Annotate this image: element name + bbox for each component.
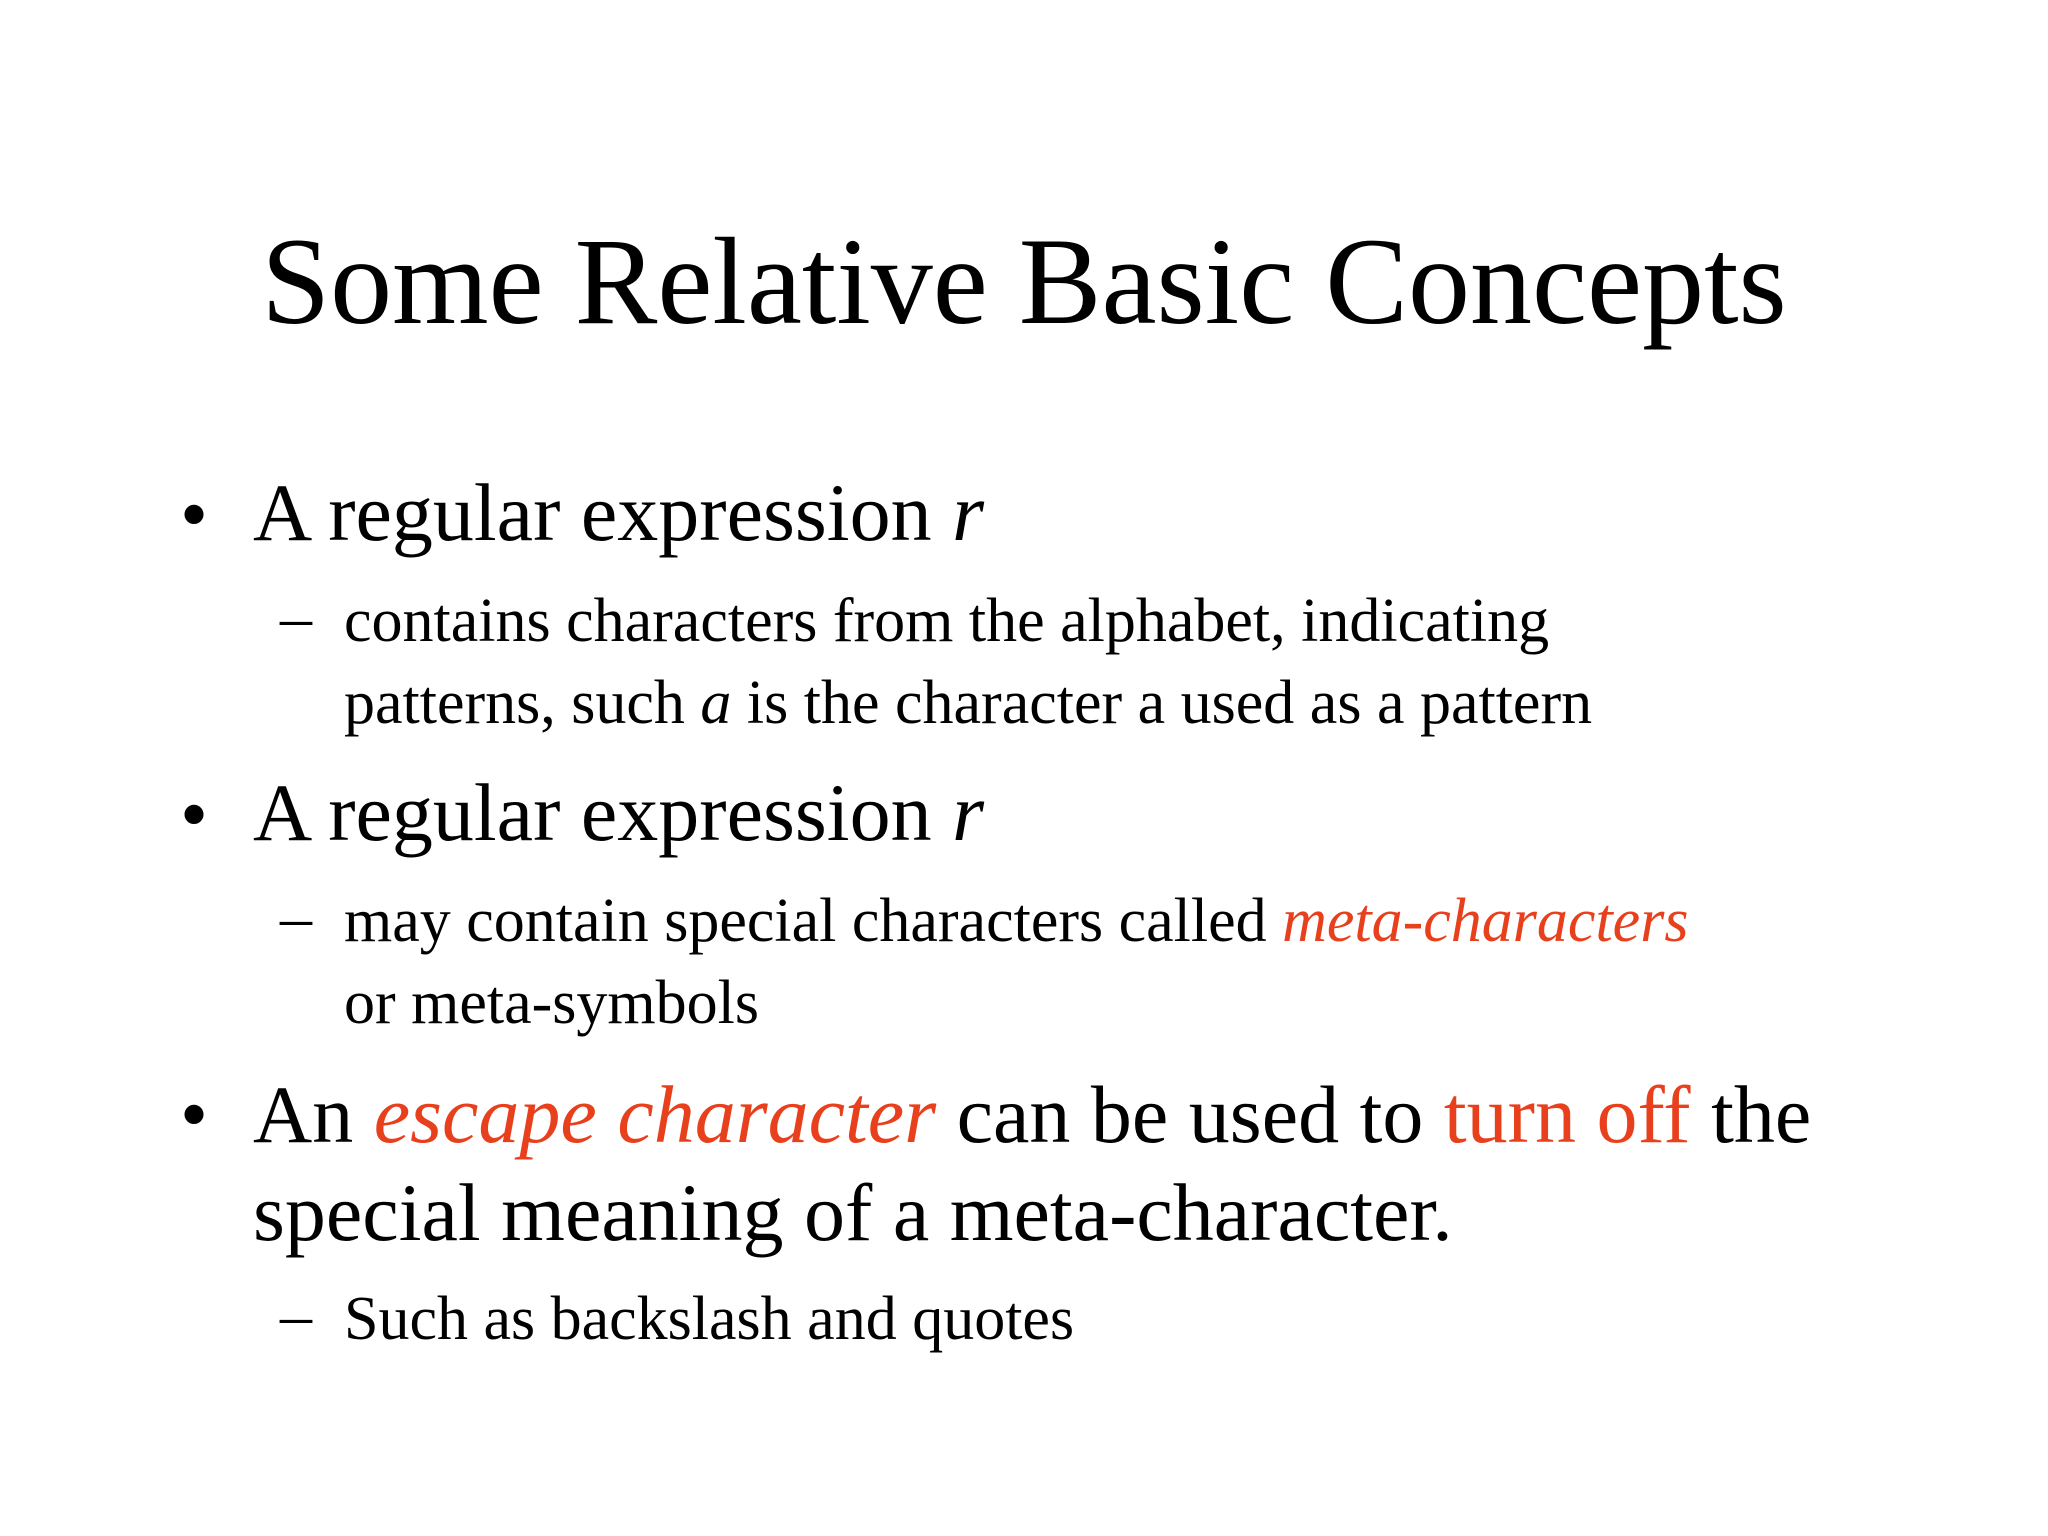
bullet-2-variable: r bbox=[952, 767, 985, 858]
sub-1-line-1: contains characters from the alphabet, indicating bbox=[344, 587, 1550, 655]
sub-1-line-2-prefix: patterns, such bbox=[344, 669, 701, 737]
sub-2-text bbox=[344, 880, 1688, 1044]
sub-2-line-1-prefix: may contain special characters called bbox=[344, 887, 1283, 955]
bullet-3-line-1 bbox=[253, 1066, 1811, 1164]
sub-1-mark: – bbox=[280, 581, 312, 652]
sub-1-line-2 bbox=[344, 662, 1592, 744]
sub-2-mark: – bbox=[280, 881, 312, 952]
sub-2-line-1 bbox=[344, 880, 1688, 962]
bullet-1-prefix: A regular expression bbox=[253, 467, 953, 558]
bullet-3-line-1-suffix: the bbox=[1690, 1069, 1812, 1160]
bullet-1-text bbox=[253, 466, 984, 560]
sub-1-variable: a bbox=[700, 669, 732, 737]
sub-3-mark: – bbox=[280, 1279, 312, 1350]
bullet-3-line-1-middle: can be used to bbox=[936, 1069, 1444, 1160]
bullet-2-prefix: A regular expression bbox=[253, 767, 953, 858]
bullet-1-mark: • bbox=[180, 471, 209, 559]
sub-3-text: Such as backslash and quotes bbox=[344, 1285, 1075, 1353]
bullet-3-mark: • bbox=[180, 1071, 209, 1159]
sub-1-text bbox=[344, 580, 1592, 744]
bullet-3-text bbox=[253, 1066, 1811, 1262]
sub-2-line-2: or meta-symbols bbox=[344, 969, 759, 1037]
escape-character-term: escape character bbox=[373, 1069, 937, 1160]
bullet-2-mark: • bbox=[180, 771, 209, 859]
meta-characters-term: meta-characters bbox=[1282, 887, 1689, 955]
sub-1-line-2-suffix: is the character a used as a pattern bbox=[731, 669, 1593, 737]
bullet-1-variable: r bbox=[952, 467, 985, 558]
slide-title: Some Relative Basic Concepts bbox=[261, 213, 1787, 350]
bullet-2-text bbox=[253, 766, 984, 860]
bullet-3-line-2: special meaning of a meta-character. bbox=[253, 1167, 1453, 1258]
turn-off-term: turn off bbox=[1443, 1069, 1691, 1160]
bullet-3-line-1-prefix: An bbox=[253, 1069, 374, 1160]
